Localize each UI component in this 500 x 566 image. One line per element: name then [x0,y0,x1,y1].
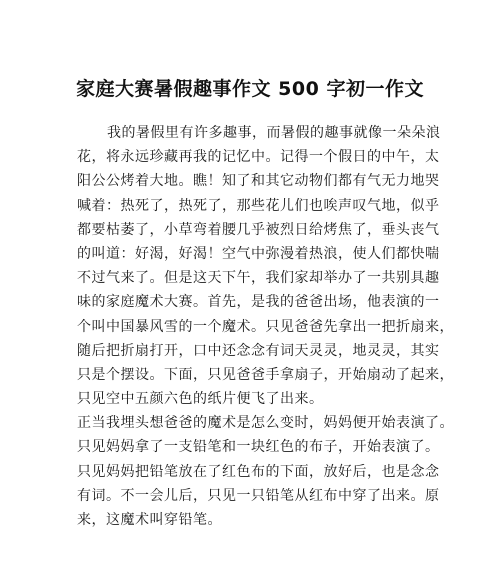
paragraph-line: 有词。不一会儿后，只见一只铅笔从红布中穿了出来。原 [77,487,440,504]
paragraph-line: 花，将永远珍藏再我的记忆中。记得一个假日的中午，太 [77,149,440,166]
paragraph-line: 阳公公烤着大地。瞧！知了和其它动物们都有气无力地哭 [77,173,440,190]
paragraph-line: 随后把折扇打开，口中还念念有词天灵灵，地灵灵，其实 [77,342,440,359]
paragraph-line: 都要枯萎了，小草弯着腰几乎被烈日给烤焦了，垂头丧气 [77,221,440,238]
paragraph-line: 的叫道：好渴，好渴！空气中弥漫着热浪，使人们都快喘 [77,245,440,262]
paragraph-line: 来，这魔术叫穿铅笔。 [77,512,222,528]
paragraph-line: 不过气来了。但是这天下午，我们家却举办了一共别具趣 [77,270,440,287]
document-body [77,121,454,532]
paragraph-line: 只见妈妈把铅笔放在了红色布的下面，放好后，也是念念 [77,463,440,480]
paragraph-line: 正当我埋头想爸爸的魔术是怎么变时，妈妈便开始表演了。 [77,415,454,432]
paragraph-line: 只见空中五颜六色的纸片便飞了出来。 [77,391,324,408]
paragraph-line: 喊着：热死了，热死了，那些花儿们也唉声叹气地，似乎 [77,197,440,214]
paragraph-line: 我的暑假里有许多趣事，而暑假的趣事就像一朵朵浪 [107,125,441,141]
document-title: 家庭大赛暑假趣事作文 500 字初一作文 [76,78,424,100]
paragraph-line: 味的家庭魔术大赛。首先，是我的爸爸出场，他表演的一 [77,294,440,311]
paragraph-line: 只是个摆设。下面，只见爸爸手拿扇子，开始扇动了起来， [77,366,454,383]
paragraph-line: 只见妈妈拿了一支铅笔和一块红色的布子，开始表演了。 [77,439,440,456]
paragraph-line: 个叫中国暴风雪的一个魔术。只见爸爸先拿出一把折扇来， [77,318,454,335]
